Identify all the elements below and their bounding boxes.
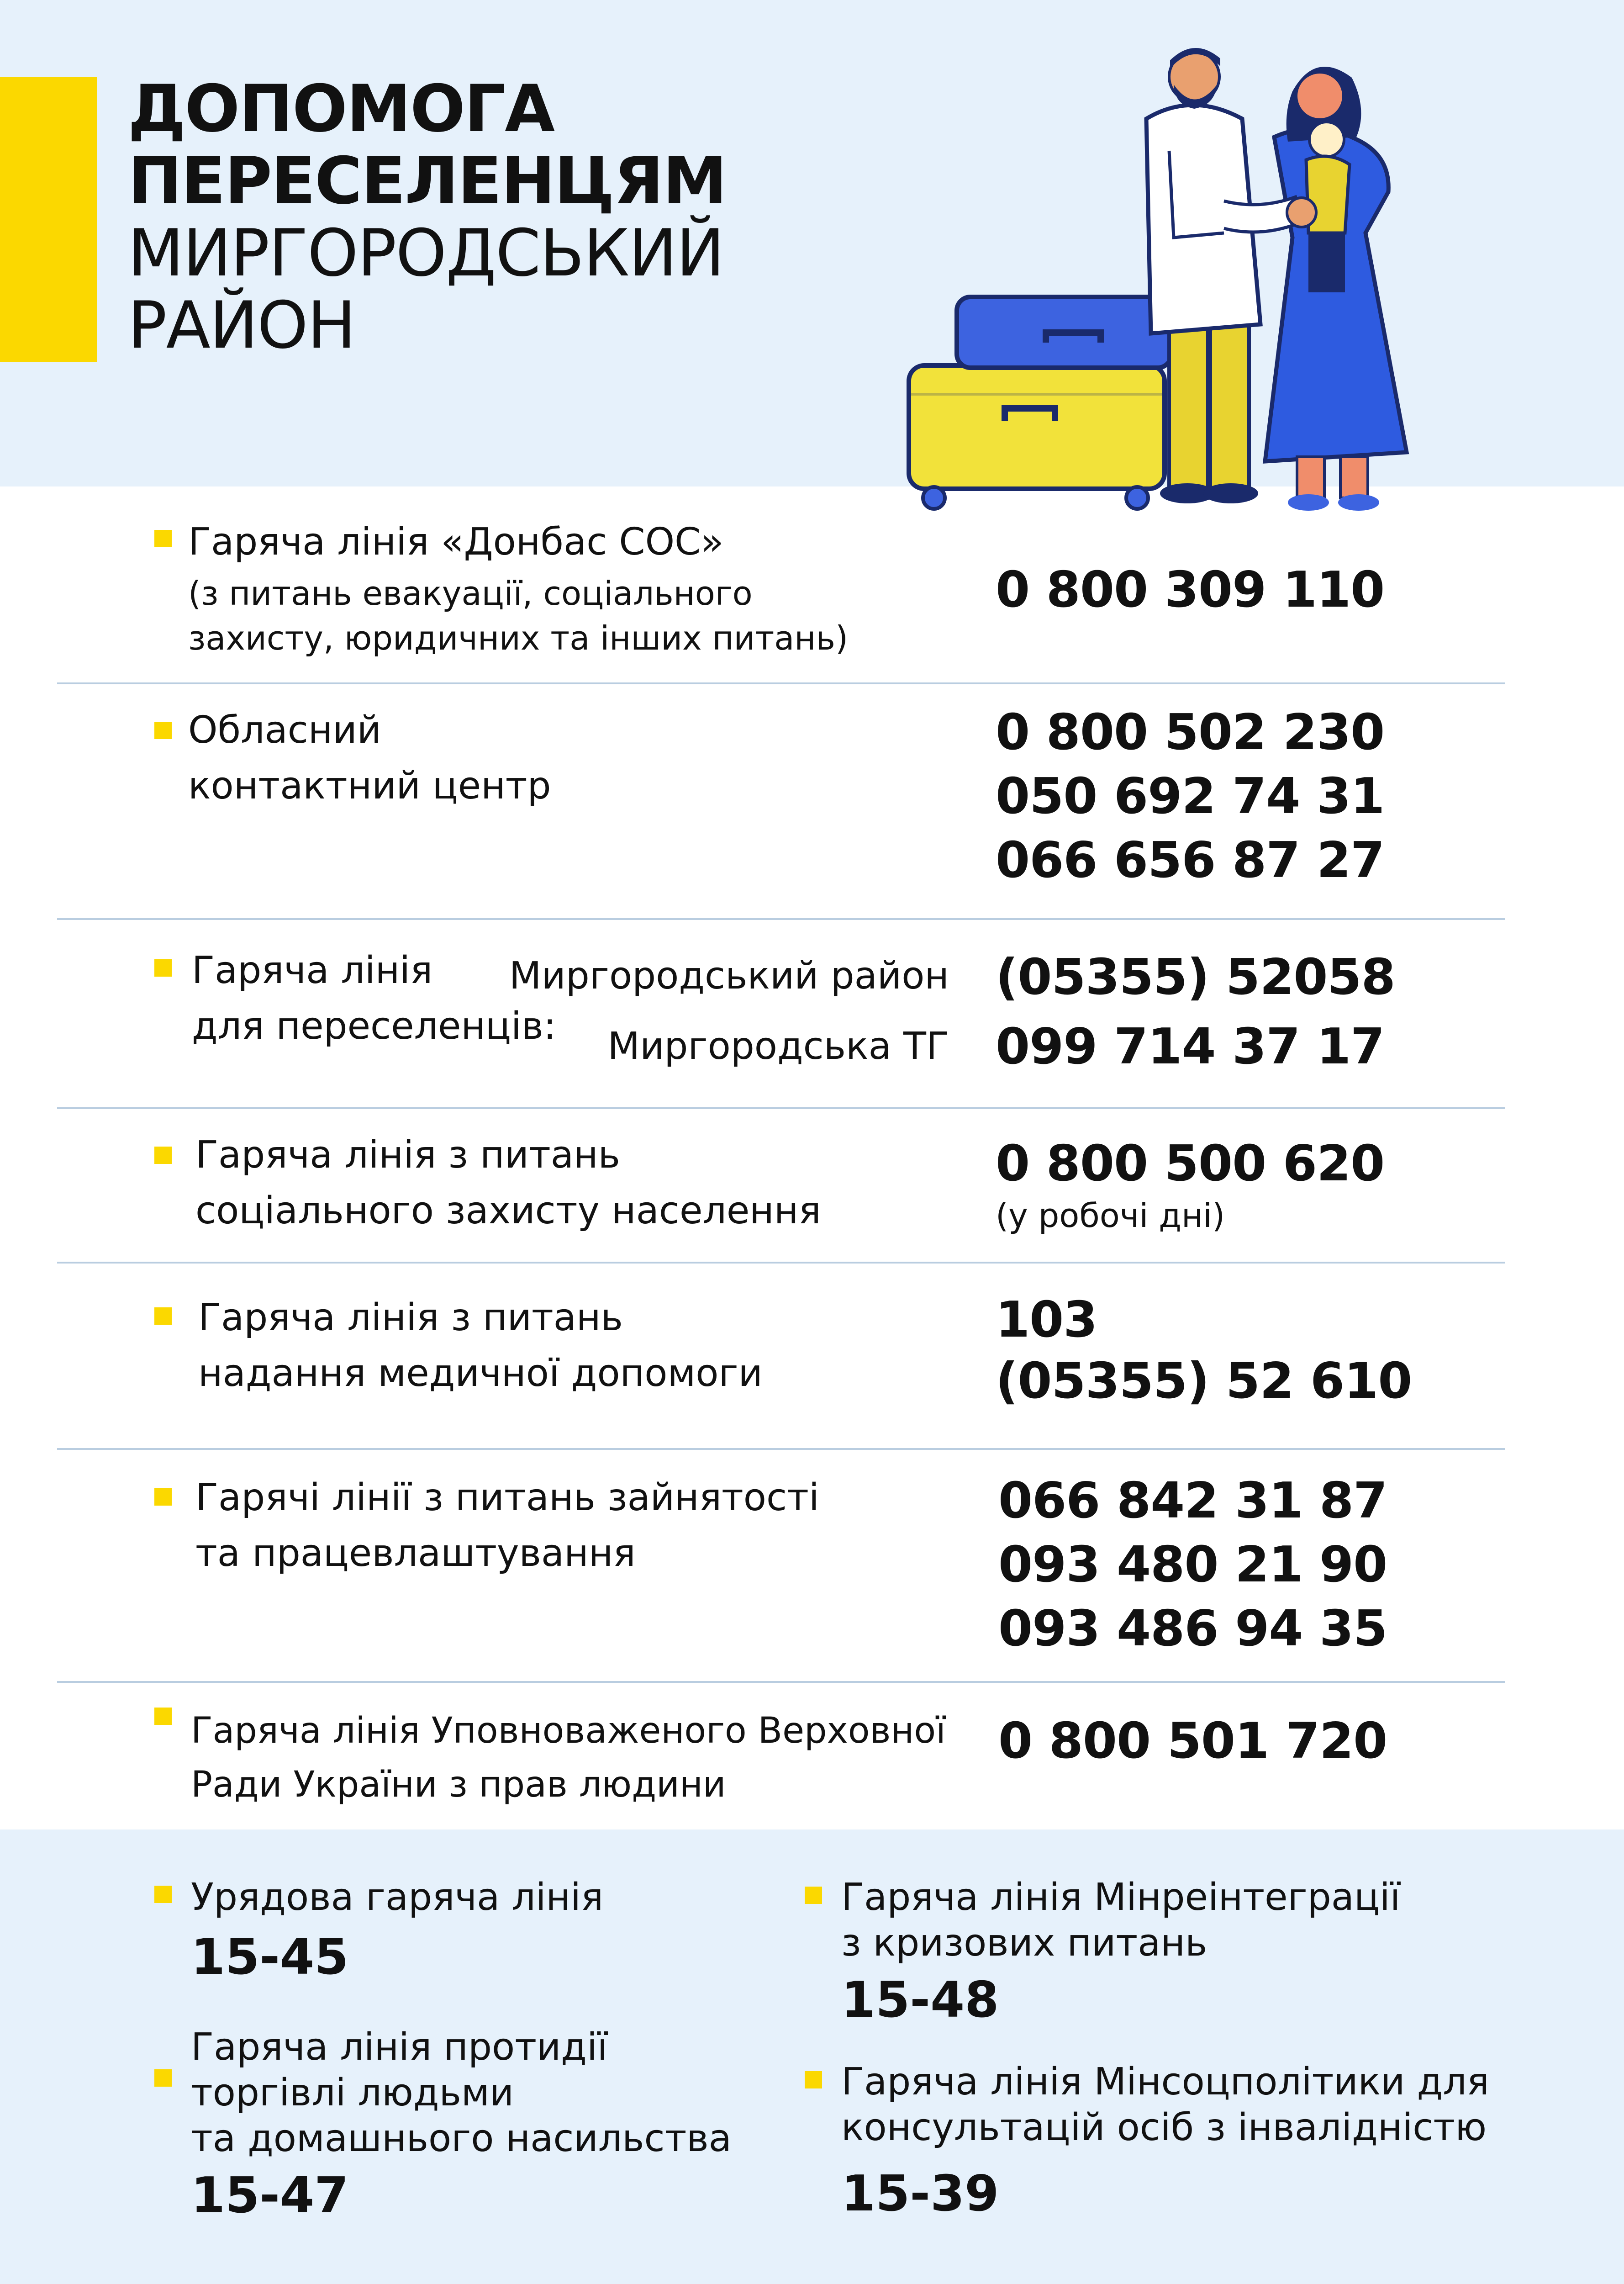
footer-left-2-number[interactable]: 15-47: [191, 2167, 349, 2224]
bullet-icon: [154, 530, 172, 547]
entry-6-label-2: та працевлаштування: [195, 1532, 636, 1575]
entry-3-mid-2: Миргородська ТГ: [607, 1025, 949, 1068]
bullet-icon: [154, 2069, 172, 2087]
entry-2-label-1: Обласний: [188, 708, 382, 752]
entry-6-label-1: Гарячі лінії з питань зайнятості: [195, 1476, 819, 1519]
entry-5-label-1: Гаряча лінія з питань: [198, 1296, 623, 1339]
bullet-icon: [805, 2071, 822, 2088]
entry-7-label-1: Гаряча лінія Уповноваженого Верховної: [191, 1710, 946, 1751]
entry-6-phone-1[interactable]: 066 842 31 87: [998, 1472, 1387, 1529]
entry-1-sub-1: (з питань евакуації, соціального: [188, 574, 753, 613]
bullet-icon: [154, 1886, 172, 1903]
bullet-icon: [154, 1708, 172, 1725]
entry-4-note: (у робочі дні): [996, 1196, 1225, 1235]
entry-5-phone-1[interactable]: 103: [996, 1291, 1097, 1348]
separator: [57, 1681, 1505, 1683]
entry-1-phone-1[interactable]: 0 800 309 110: [996, 561, 1385, 619]
footer-right-1-number[interactable]: 15-48: [841, 1972, 999, 2029]
entry-2-label-2: контактний центр: [188, 764, 551, 808]
bullet-icon: [805, 1887, 822, 1904]
separator: [57, 1107, 1505, 1109]
title-line-2: ПЕРЕСЕЛЕНЦЯМ: [128, 143, 727, 219]
footer-right-2-number[interactable]: 15-39: [841, 2165, 999, 2222]
page-title: [128, 73, 904, 362]
footer-left-2-label-3: та домашнього насильства: [191, 2117, 732, 2160]
entry-3-label-1: Гаряча лінія: [192, 949, 433, 992]
entry-3-phone-2[interactable]: 099 714 37 17: [996, 1018, 1385, 1075]
separator: [57, 1448, 1505, 1450]
footer-right-2-label-2: консультацій осіб з інвалідністю: [841, 2106, 1487, 2149]
footer-right-1-label-1: Гаряча лінія Мінреінтеграції: [841, 1876, 1401, 1919]
separator: [57, 918, 1505, 920]
entry-7-label-2: Ради України з прав людини: [191, 1764, 726, 1805]
family-with-suitcases-illustration: [895, 41, 1434, 521]
entry-2-phone-3[interactable]: 066 656 87 27: [996, 832, 1385, 889]
title-line-1: ДОПОМОГА: [128, 71, 554, 147]
entry-2-phone-1[interactable]: 0 800 502 230: [996, 704, 1385, 761]
accent-bar: [0, 77, 97, 362]
entry-1-label: Гаряча лінія «Донбас СОС»: [188, 520, 724, 564]
title-line-4: РАЙОН: [128, 288, 355, 363]
entry-4-phone-1[interactable]: 0 800 500 620: [996, 1135, 1385, 1192]
footer-left-1-label: Урядова гаряча лінія: [191, 1876, 604, 1919]
entry-5-label-2: надання медичної допомоги: [198, 1352, 763, 1395]
entry-4-label-2: соціального захисту населення: [195, 1189, 821, 1232]
footer-right-1-label-2: з кризових питань: [841, 1921, 1207, 1965]
entry-2-phone-2[interactable]: 050 692 74 31: [996, 768, 1385, 825]
entry-7-phone-1[interactable]: 0 800 501 720: [998, 1713, 1387, 1770]
entry-1-sub-2: захисту, юридичних та інших питань): [188, 619, 849, 657]
entry-5-phone-2[interactable]: (05355) 52 610: [996, 1353, 1412, 1410]
title-line-3: МИРГОРОДСЬКИЙ: [128, 216, 724, 291]
entry-3-phone-1[interactable]: (05355) 52058: [996, 949, 1395, 1006]
footer-right-2-label-1: Гаряча лінія Мінсоцполітики для: [841, 2060, 1489, 2104]
entry-3-mid-1: Миргородський район: [509, 954, 949, 998]
footer-left-1-number[interactable]: 15-45: [191, 1929, 349, 1986]
bullet-icon: [154, 959, 172, 977]
bullet-icon: [154, 1488, 172, 1506]
entry-6-phone-2[interactable]: 093 480 21 90: [998, 1536, 1387, 1593]
bullet-icon: [154, 1147, 172, 1164]
bullet-icon: [154, 1307, 172, 1325]
footer-left-2-label-2: торгівлі людьми: [191, 2071, 514, 2115]
separator: [57, 682, 1505, 684]
footer-left-2-label-1: Гаряча лінія протидії: [191, 2025, 608, 2069]
entry-4-label-1: Гаряча лінія з питань: [195, 1133, 620, 1177]
entry-3-label-2: для переселенців:: [192, 1005, 556, 1048]
bullet-icon: [154, 722, 172, 739]
entry-6-phone-3[interactable]: 093 486 94 35: [998, 1600, 1387, 1657]
separator: [57, 1262, 1505, 1264]
